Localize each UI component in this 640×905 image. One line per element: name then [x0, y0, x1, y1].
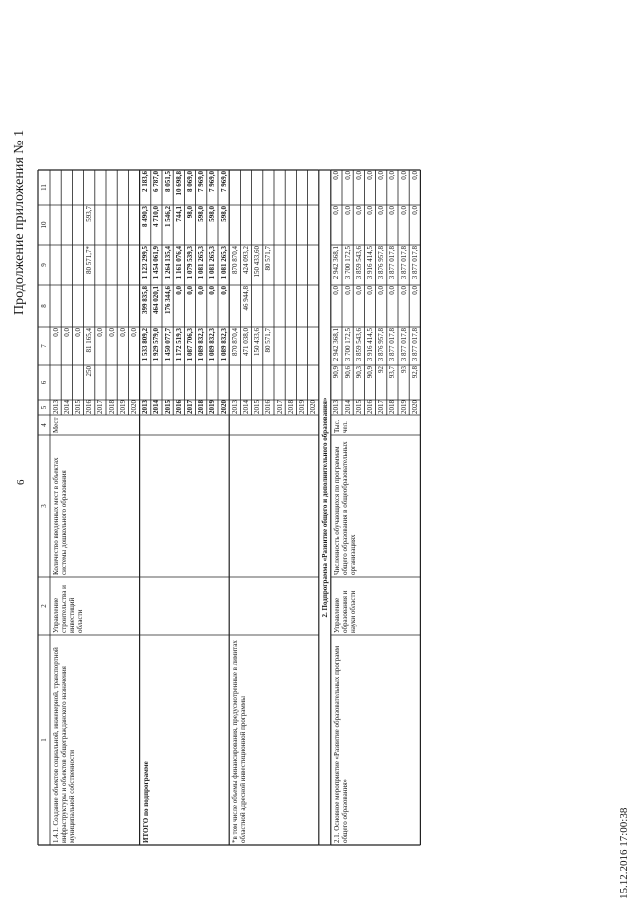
amount-regional: 1 079 539,3: [185, 246, 194, 280]
amount-other: 0,0: [365, 171, 374, 180]
amount-local: 593,7: [85, 206, 94, 222]
amount-total: 1 172 519,3: [174, 328, 183, 362]
amount-other: 0,0: [343, 171, 352, 180]
amount-total: 150 433,6: [253, 328, 262, 356]
amount-federal: 0,0: [410, 286, 419, 295]
amount-total: 81 165,4: [85, 328, 94, 353]
amount-other: 0,0: [388, 171, 397, 180]
task-description: 2.1. Основное мероприятие «Развитие образовательных программ общего образования»: [332, 645, 349, 843]
amount-regional: 3 859 543,6: [354, 246, 363, 280]
indicator-value: 93,7: [388, 366, 397, 379]
amount-federal: 0,0: [185, 286, 194, 295]
amount-other: 7 969,0: [219, 171, 228, 192]
year-cell: 2018: [286, 400, 295, 414]
amount-total: 0,0: [62, 328, 71, 337]
amount-total: 1 450 077,7: [163, 328, 172, 362]
year-cell: 2013: [230, 400, 239, 414]
amount-other: 8 069,0: [185, 171, 194, 192]
amount-local: 0,0: [343, 206, 352, 215]
indicator-name: Численность обучающихся по программам общего образования в общеобразовательных организациях: [332, 441, 357, 575]
indicator-value: 90,3: [354, 366, 363, 379]
amount-federal: 0,0: [208, 286, 217, 295]
amount-regional: 80 571,7*: [85, 246, 94, 274]
year-cell: 2015: [354, 400, 363, 414]
year-cell: 2013: [332, 400, 341, 414]
year-cell: 2015: [163, 400, 172, 414]
amount-total: 80 571,7: [264, 328, 273, 353]
year-cell: 2016: [174, 400, 183, 414]
column-number-2: 2: [39, 604, 48, 608]
amount-total: 0,0: [129, 328, 138, 337]
year-cell: 2020: [410, 400, 419, 414]
column-number-10: 10: [39, 221, 48, 229]
year-cell: 2020: [309, 400, 318, 414]
amount-other: 8 051,5: [163, 171, 172, 192]
amount-total: 1 533 809,2: [141, 328, 150, 362]
amount-regional: 1 264 135,4: [163, 246, 172, 280]
amount-total: 0,0: [73, 328, 82, 337]
amount-regional: 1 161 076,4: [174, 246, 183, 280]
appendix-header: Продолжение приложения № 1: [12, 129, 27, 315]
amount-federal: 0,0: [399, 286, 408, 295]
amount-total: 0,0: [96, 328, 105, 337]
amount-other: 2 183,6: [141, 171, 150, 192]
year-cell: 2014: [62, 400, 71, 414]
column-number-5: 5: [39, 405, 48, 410]
amount-regional: 1 081 265,3: [219, 246, 228, 280]
year-cell: 2017: [275, 400, 284, 414]
column-number-3: 3: [39, 504, 48, 508]
amount-other: 6 787,0: [152, 171, 161, 192]
amount-federal: 0,0: [332, 286, 341, 295]
total-label: ИТОГО по подпрограмме: [141, 761, 150, 843]
amount-local: 598,0: [197, 206, 206, 222]
amount-total: 3 916 414,5: [365, 328, 374, 362]
amount-local: 0,0: [354, 206, 363, 215]
year-cell: 2014: [343, 400, 352, 414]
indicator-value: 93: [399, 366, 408, 373]
amount-total: 3 877 017,8: [388, 328, 397, 362]
amount-local: 8 490,3: [141, 206, 150, 227]
amount-regional: 424 093,2: [241, 246, 250, 274]
year-cell: 2019: [399, 400, 408, 414]
executor-name: Управление образования и науки области: [332, 590, 357, 633]
year-cell: 2020: [129, 400, 138, 414]
amount-total: 3 877 017,8: [410, 328, 419, 362]
amount-other: 0,0: [377, 171, 386, 180]
amount-local: 598,0: [219, 206, 228, 222]
amount-regional: 3 877 017,8: [388, 246, 397, 280]
amount-regional: 3 876 957,8: [377, 246, 386, 280]
subprogram-title: 2. Подпрограмма «Развитие общего и дополнительного образования»: [320, 397, 329, 618]
year-cell: 2013: [51, 400, 60, 414]
amount-other: 0,0: [410, 171, 419, 180]
amount-total: 1 089 832,3: [208, 328, 217, 362]
amount-regional: 870 870,4: [230, 246, 239, 274]
year-cell: 2020: [219, 400, 228, 414]
year-cell: 2018: [388, 400, 397, 414]
amount-federal: 0,0: [343, 286, 352, 295]
amount-other: 7 969,0: [208, 171, 217, 192]
year-cell: 2019: [297, 400, 306, 414]
column-number-8: 8: [39, 304, 48, 308]
year-cell: 2013: [141, 400, 150, 414]
amount-regional: 3 916 414,5: [365, 246, 374, 280]
year-cell: 2019: [208, 400, 217, 414]
amount-regional: 80 571,7: [264, 246, 273, 271]
amount-total: 870 870,4: [230, 328, 239, 356]
year-cell: 2015: [73, 400, 82, 414]
amount-regional: 1 123 299,5: [141, 246, 150, 280]
amount-total: 0,0: [118, 328, 127, 337]
amount-total: 3 876 957,8: [377, 328, 386, 362]
year-cell: 2018: [107, 400, 116, 414]
amount-total: 1 929 579,0: [152, 328, 161, 362]
amount-total: 1 089 832,3: [219, 328, 228, 362]
unit-label: Мест: [52, 417, 60, 433]
amount-total: 0,0: [107, 328, 116, 337]
indicator-name: Количество введенных мест в объектах системы дошкольного образования: [52, 457, 68, 575]
column-number-6: 6: [39, 380, 48, 385]
indicator-value: 90,6: [343, 366, 352, 379]
amount-total: 1 089 832,3: [197, 328, 206, 362]
column-number-7: 7: [39, 344, 48, 348]
amount-federal: 0,0: [197, 286, 206, 295]
year-cell: 2014: [152, 400, 161, 414]
amount-regional: 1 454 061,9: [152, 246, 161, 280]
amount-total: 3 859 543,6: [354, 328, 363, 362]
amount-local: 0,0: [399, 206, 408, 215]
amount-regional: 3 877 017,8: [399, 246, 408, 280]
amount-regional: 2 942 368,1: [332, 246, 341, 280]
year-cell: 2017: [377, 400, 386, 414]
amount-local: 4 710,0: [152, 206, 161, 227]
year-cell: 2018: [197, 400, 206, 414]
year-cell: 2016: [365, 400, 374, 414]
amount-federal: 46 944,8: [241, 286, 250, 311]
indicator-value: 90,9: [332, 366, 341, 379]
amount-federal: 0,0: [174, 286, 183, 295]
amount-other: 7 969,0: [197, 171, 206, 192]
year-cell: 2016: [264, 400, 273, 414]
amount-local: 0,0: [377, 206, 386, 215]
year-cell: 2014: [241, 400, 250, 414]
amount-regional: 1 081 265,3: [197, 246, 206, 280]
amount-federal: 464 020,1: [152, 286, 161, 314]
year-cell: 2017: [96, 400, 105, 414]
column-number-4: 4: [39, 423, 48, 427]
amount-federal: 0,0: [365, 286, 374, 295]
amount-local: 744,1: [174, 206, 183, 222]
amount-regional: 150 433,60: [253, 246, 262, 278]
amount-federal: 0,0: [354, 286, 363, 295]
amount-federal: 0,0: [219, 286, 228, 295]
executor-name: Управление строительства и инвестиций области: [52, 585, 84, 633]
amount-local: 0,0: [410, 206, 419, 215]
indicator-value: 90,9: [365, 366, 374, 379]
amount-other: 0,0: [332, 171, 341, 180]
column-number-11: 11: [39, 184, 48, 191]
amount-local: 0,0: [365, 206, 374, 215]
year-cell: 2017: [185, 400, 194, 414]
amount-local: 98,0: [185, 206, 194, 219]
amount-local: 598,0: [208, 206, 217, 222]
amount-total: 471 038,0: [241, 328, 250, 356]
amount-total: 0,0: [51, 328, 60, 337]
column-number-1: 1: [39, 738, 48, 742]
unit-label: Тыс. чел.: [332, 419, 349, 433]
year-cell: 2015: [253, 400, 262, 414]
year-cell: 2016: [85, 400, 94, 414]
amount-local: 0,0: [388, 206, 397, 215]
amount-regional: 3 700 172,5: [343, 246, 352, 280]
amount-regional: 1 081 265,3: [208, 246, 217, 280]
indicator-value: 92: [377, 366, 386, 373]
column-number-9: 9: [39, 263, 48, 267]
amount-total: 1 087 706,3: [185, 328, 194, 362]
amount-federal: 176 344,6: [163, 286, 172, 314]
indicator-value: 250: [85, 366, 94, 377]
footnote-label: *в том числе объемы финансирования, предусмотренные в лимитах областной адресной инвестиционной программы: [231, 640, 248, 843]
amount-total: 2 942 368,1: [332, 328, 341, 362]
amount-total: 3 700 172,5: [343, 328, 352, 362]
amount-local: 1 546,2: [163, 206, 172, 227]
print-timestamp: 15.12.2016 17:00:38: [618, 807, 630, 899]
amount-other: 0,0: [399, 171, 408, 180]
amount-total: 3 877 017,8: [399, 328, 408, 362]
amount-federal: 399 835,8: [141, 286, 150, 314]
amount-other: 0,0: [354, 171, 363, 180]
task-description: 1.4.1. Создание объектов социальной, инженерной, транспортной инфраструктуры и объектов общегражданского назначения муниципальной собственности: [52, 647, 76, 843]
indicator-value: 92,8: [410, 366, 419, 379]
amount-other: 10 698,8: [174, 171, 183, 196]
year-cell: 2019: [118, 400, 127, 414]
amount-federal: 0,0: [388, 286, 397, 295]
amount-local: 0,0: [332, 206, 341, 215]
page-number: 6: [15, 479, 27, 485]
amount-regional: 3 877 017,8: [410, 246, 419, 280]
amount-federal: 0,0: [377, 286, 386, 295]
